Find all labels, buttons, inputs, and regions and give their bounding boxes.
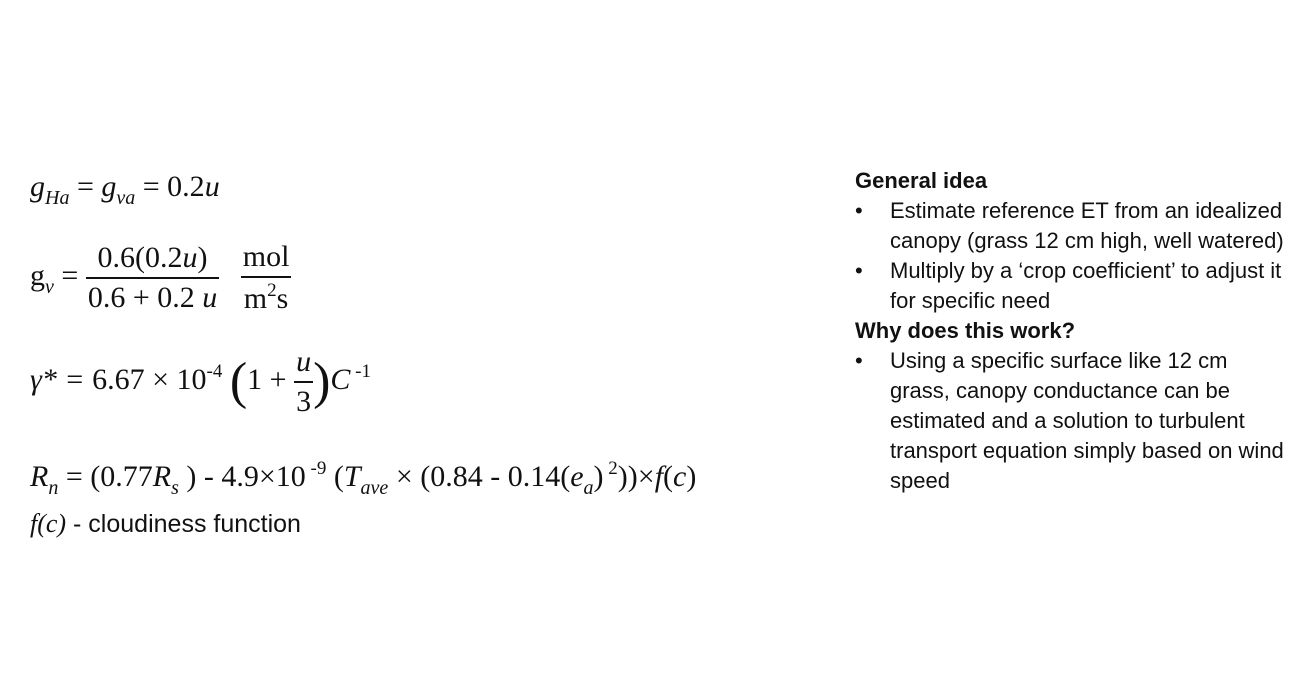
fc-description: - cloudiness function [66, 510, 301, 538]
symbol-g: g [30, 170, 45, 203]
fraction-u-over-3: $\frac{u}{3}$ [296, 345, 312, 418]
bullet-list-why [855, 346, 1285, 496]
symbol-g: g [30, 258, 45, 292]
bullet-list-general-idea [855, 196, 1285, 316]
fraction-conductance [86, 241, 219, 315]
exponent: -4 [206, 360, 223, 382]
rhs-text: = 0.2 [135, 170, 205, 203]
close-paren: ) [313, 353, 331, 410]
fraction-units [241, 240, 292, 316]
one-plus: 1 + [247, 362, 295, 396]
heading-why-does-this-work: Why does this work? [855, 318, 1076, 343]
unit-denominator: $m^2s$ [241, 276, 292, 316]
equation-vapor-conductance [30, 240, 291, 316]
variable-u: u [204, 170, 220, 203]
symbol-g: g [101, 170, 117, 203]
unit-numerator: mol [242, 240, 290, 273]
list-item: • Multiply by a ‘crop coefficient’ to adjust it for specific need [855, 256, 1285, 316]
subscript: va [116, 187, 136, 209]
fc-label: f(c) [30, 509, 67, 538]
symbol-R: R [30, 460, 49, 493]
exponent: -1 [350, 360, 371, 382]
equation-aerodynamic-conductance [30, 170, 220, 210]
heading-general-idea: General idea [855, 168, 988, 193]
subscript: Ha [45, 187, 70, 209]
fraction-numerator: 0.6(0.2u) [97, 241, 208, 274]
equation-psychrometric-constant [30, 345, 371, 419]
notes-panel [855, 166, 1285, 496]
cloudiness-function-note [30, 506, 301, 540]
fraction-denominator: 0.6 + 0.2 u [86, 277, 219, 315]
list-item: • Using a specific surface like 12 cm grass, canopy conductance can be estimated and a solution to turbulent transport equation simply based on wind speed [855, 346, 1285, 496]
symbol-C: C [330, 362, 351, 396]
equals-sign: = [53, 258, 86, 292]
list-item: • Estimate reference ET from an idealized canopy (grass 12 cm high, well watered) [855, 196, 1285, 256]
equals-sign: = [69, 170, 102, 203]
subscript: v [45, 275, 54, 298]
symbol-gamma: γ* = [30, 362, 93, 396]
equation-net-radiation: $R_n = (0.77R_s$ ) - 4.9×10 $^{-9}$ ($T_{ave} \times (0.84 - 0.14(e_a)$ $^2$))×f(c) [30, 458, 697, 499]
coefficient: 6.67 × 10 [92, 362, 207, 396]
open-paren: ( [229, 353, 248, 410]
